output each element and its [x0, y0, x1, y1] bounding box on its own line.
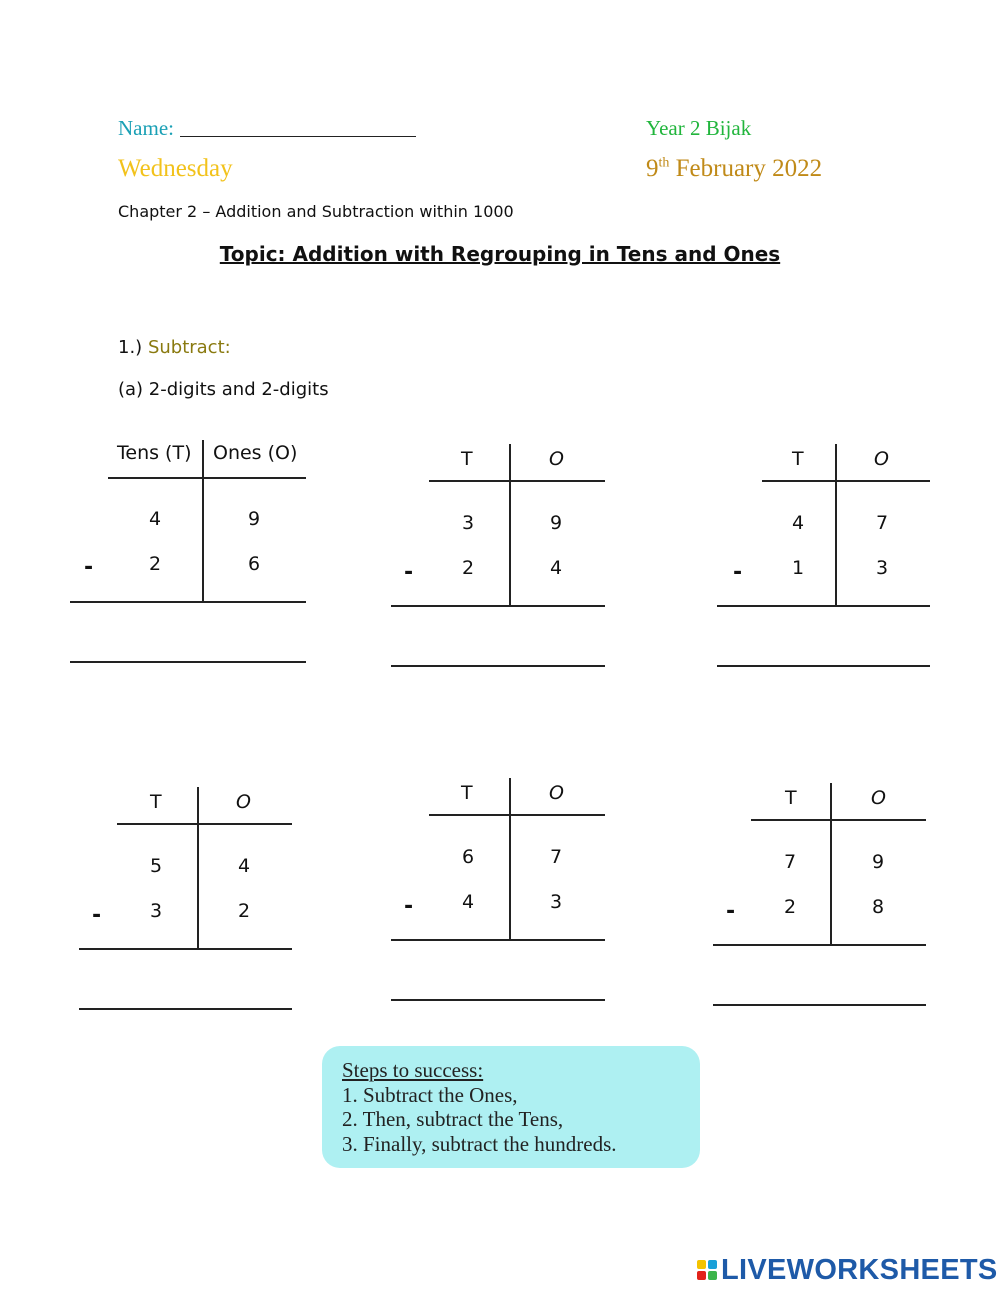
header-rule [751, 819, 926, 821]
question-part: (a) 2-digits and 2-digits [118, 379, 329, 400]
subtraction-problem-5 [391, 778, 651, 1038]
question-number-label: 1.) [118, 337, 143, 358]
step-item-1: 1. Subtract the Ones, [342, 1083, 518, 1107]
answer-line[interactable] [391, 665, 605, 667]
column-divider [197, 787, 199, 949]
bottom-tens-digit: 3 [149, 900, 163, 922]
tens-header: T [461, 448, 473, 470]
answer-line[interactable] [70, 661, 306, 663]
top-ones-digit: 9 [871, 851, 885, 873]
minus-sign: - [726, 899, 736, 924]
bottom-tens-digit: 1 [791, 557, 805, 579]
tens-header: T [785, 787, 797, 809]
subtraction-problem-3 [717, 444, 977, 704]
bottom-ones-digit: 2 [237, 900, 251, 922]
top-ones-digit: 7 [549, 846, 563, 868]
question-instruction: Subtract: [147, 337, 231, 358]
header-rule [429, 480, 605, 482]
ones-header: O [549, 782, 564, 804]
date-rest: February 2022 [675, 155, 823, 182]
name-input-line[interactable] [180, 118, 416, 137]
bottom-ones-digit: 3 [549, 891, 563, 913]
bottom-ones-digit: 4 [549, 557, 563, 579]
top-tens-digit: 7 [783, 851, 797, 873]
ones-header: O [874, 448, 889, 470]
column-divider [509, 444, 511, 606]
ones-header: O [871, 787, 886, 809]
subtraction-problem-2 [391, 444, 651, 704]
top-tens-digit: 6 [461, 846, 475, 868]
class-label: Year 2 Bijak [646, 116, 752, 140]
date-day: 9 [646, 155, 659, 182]
tens-header: Tens (T) [117, 442, 192, 464]
liveworksheets-logo [697, 1254, 998, 1286]
ones-header: Ones (O) [213, 442, 298, 464]
column-divider [509, 778, 511, 940]
minus-sign: - [92, 903, 102, 928]
minus-sign: - [84, 555, 94, 580]
topic-heading: Topic: Addition with Regrouping in Tens and Ones [219, 242, 781, 266]
minus-sign: - [733, 560, 743, 585]
result-rule [391, 605, 605, 607]
top-tens-digit: 4 [791, 512, 805, 534]
result-rule [717, 605, 930, 607]
answer-line[interactable] [717, 665, 930, 667]
bottom-ones-digit: 6 [247, 553, 261, 575]
logo-blocks-icon [697, 1260, 717, 1280]
top-tens-digit: 5 [149, 855, 163, 877]
tens-header: T [150, 791, 162, 813]
answer-line[interactable] [713, 1004, 926, 1006]
chapter-heading: Chapter 2 – Addition and Subtraction within 1000 [118, 202, 514, 221]
header-rule [108, 477, 306, 479]
tens-header: T [461, 782, 473, 804]
top-tens-digit: 3 [461, 512, 475, 534]
bottom-tens-digit: 2 [148, 553, 162, 575]
bottom-tens-digit: 4 [461, 891, 475, 913]
date-suffix: th [658, 155, 670, 171]
step-item-2: 2. Then, subtract the Tens, [342, 1107, 564, 1131]
ones-header: O [236, 791, 251, 813]
column-divider [202, 440, 204, 602]
minus-sign: - [404, 560, 414, 585]
header-rule [429, 814, 605, 816]
top-ones-digit: 7 [875, 512, 889, 534]
day-label: Wednesday [118, 155, 233, 182]
question-number [118, 337, 231, 358]
column-divider [830, 783, 832, 945]
answer-line[interactable] [391, 999, 605, 1001]
steps-title: Steps to success: [342, 1058, 484, 1082]
column-divider [835, 444, 837, 606]
top-ones-digit: 9 [247, 508, 261, 530]
subtraction-problem-1 [70, 440, 330, 700]
subtraction-problem-4 [79, 787, 339, 1047]
result-rule [713, 944, 926, 946]
ones-header: O [549, 448, 564, 470]
date-label [646, 155, 822, 183]
answer-line[interactable] [79, 1008, 292, 1010]
bottom-tens-digit: 2 [461, 557, 475, 579]
top-tens-digit: 4 [148, 508, 162, 530]
step-item-3: 3. Finally, subtract the hundreds. [342, 1132, 617, 1156]
header-rule [762, 480, 930, 482]
top-ones-digit: 4 [237, 855, 251, 877]
name-field [118, 116, 416, 141]
result-rule [391, 939, 605, 941]
top-ones-digit: 9 [549, 512, 563, 534]
logo-text: LIVEWORKSHEETS [721, 1253, 998, 1286]
result-rule [70, 601, 306, 603]
tens-header: T [792, 448, 804, 470]
bottom-tens-digit: 2 [783, 896, 797, 918]
minus-sign: - [404, 894, 414, 919]
bottom-ones-digit: 8 [871, 896, 885, 918]
name-label: Name: [118, 116, 174, 140]
header-rule [117, 823, 292, 825]
subtraction-problem-6 [713, 783, 973, 1043]
result-rule [79, 948, 292, 950]
bottom-ones-digit: 3 [875, 557, 889, 579]
